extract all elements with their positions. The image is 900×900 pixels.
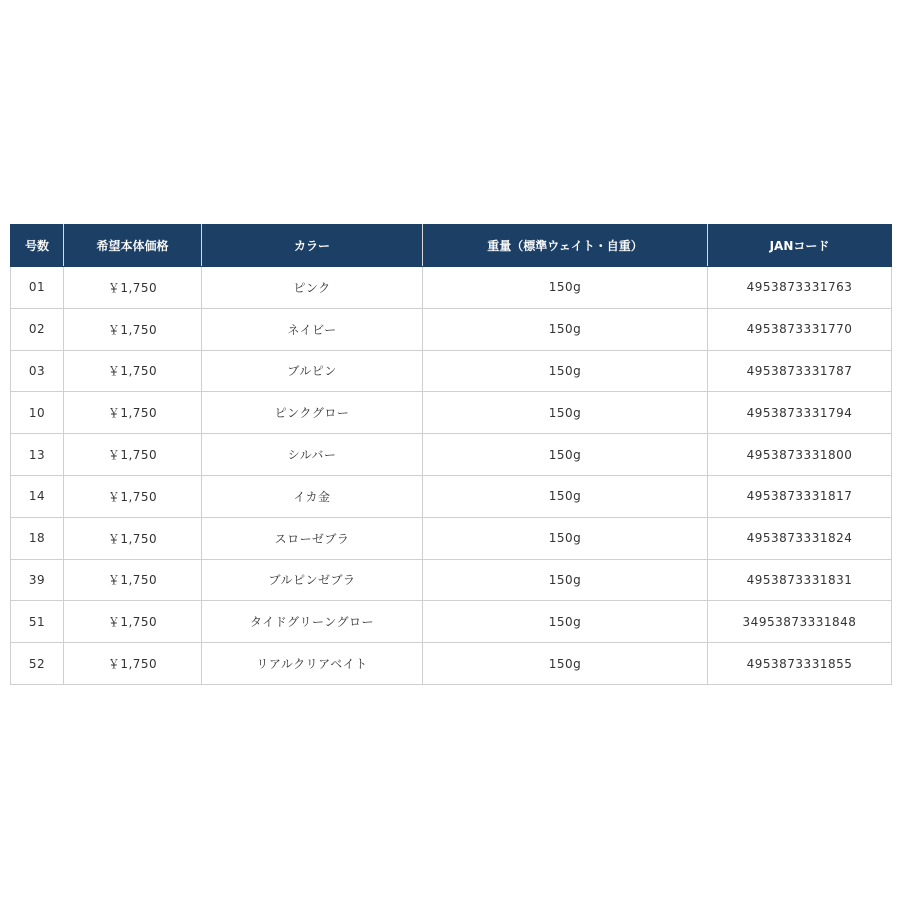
cell-price: ￥1,750 [64,643,202,685]
cell-number: 02 [11,308,64,350]
cell-price: ￥1,750 [64,559,202,601]
cell-number: 18 [11,517,64,559]
table-row [11,475,892,517]
cell-price: ￥1,750 [64,475,202,517]
cell-jan-code: 4953873331824 [708,517,892,559]
header-price: 希望本体価格 [64,225,202,267]
header-jan-code: JANコード [708,225,892,267]
cell-weight: 150g [423,643,708,685]
table-row [11,392,892,434]
table-row [11,559,892,601]
table-row [11,350,892,392]
table-row [11,308,892,350]
cell-number: 14 [11,475,64,517]
cell-jan-code: 4953873331763 [708,267,892,309]
header-number: 号数 [11,225,64,267]
cell-weight: 150g [423,559,708,601]
cell-jan-code: 4953873331855 [708,643,892,685]
cell-weight: 150g [423,601,708,643]
header-color: カラー [202,225,423,267]
product-spec-table [10,224,892,685]
cell-price: ￥1,750 [64,392,202,434]
cell-color: ピンクグロー [202,392,423,434]
cell-weight: 150g [423,267,708,309]
cell-color: リアルクリアベイト [202,643,423,685]
cell-color: ピンク [202,267,423,309]
table-row [11,643,892,685]
cell-color: ブルピンゼブラ [202,559,423,601]
cell-jan-code: 4953873331794 [708,392,892,434]
cell-number: 01 [11,267,64,309]
cell-price: ￥1,750 [64,350,202,392]
cell-weight: 150g [423,350,708,392]
table-row [11,267,892,309]
cell-weight: 150g [423,517,708,559]
table-row [11,517,892,559]
table-header-row [11,225,892,267]
cell-weight: 150g [423,392,708,434]
cell-jan-code: 4953873331831 [708,559,892,601]
cell-number: 52 [11,643,64,685]
cell-price: ￥1,750 [64,434,202,476]
cell-price: ￥1,750 [64,267,202,309]
cell-weight: 150g [423,475,708,517]
table-row [11,601,892,643]
cell-jan-code: 4953873331800 [708,434,892,476]
table-row [11,434,892,476]
cell-color: シルバー [202,434,423,476]
cell-number: 10 [11,392,64,434]
cell-number: 03 [11,350,64,392]
cell-color: イカ金 [202,475,423,517]
cell-number: 13 [11,434,64,476]
cell-number: 51 [11,601,64,643]
cell-number: 39 [11,559,64,601]
cell-jan-code: 34953873331848 [708,601,892,643]
cell-color: ブルピン [202,350,423,392]
cell-color: スローゼブラ [202,517,423,559]
cell-weight: 150g [423,434,708,476]
cell-color: タイドグリーングロー [202,601,423,643]
cell-jan-code: 4953873331817 [708,475,892,517]
cell-price: ￥1,750 [64,517,202,559]
header-weight: 重量（標準ウェイト・自重） [423,225,708,267]
cell-price: ￥1,750 [64,601,202,643]
cell-color: ネイビー [202,308,423,350]
cell-jan-code: 4953873331770 [708,308,892,350]
cell-price: ￥1,750 [64,308,202,350]
cell-weight: 150g [423,308,708,350]
cell-jan-code: 4953873331787 [708,350,892,392]
